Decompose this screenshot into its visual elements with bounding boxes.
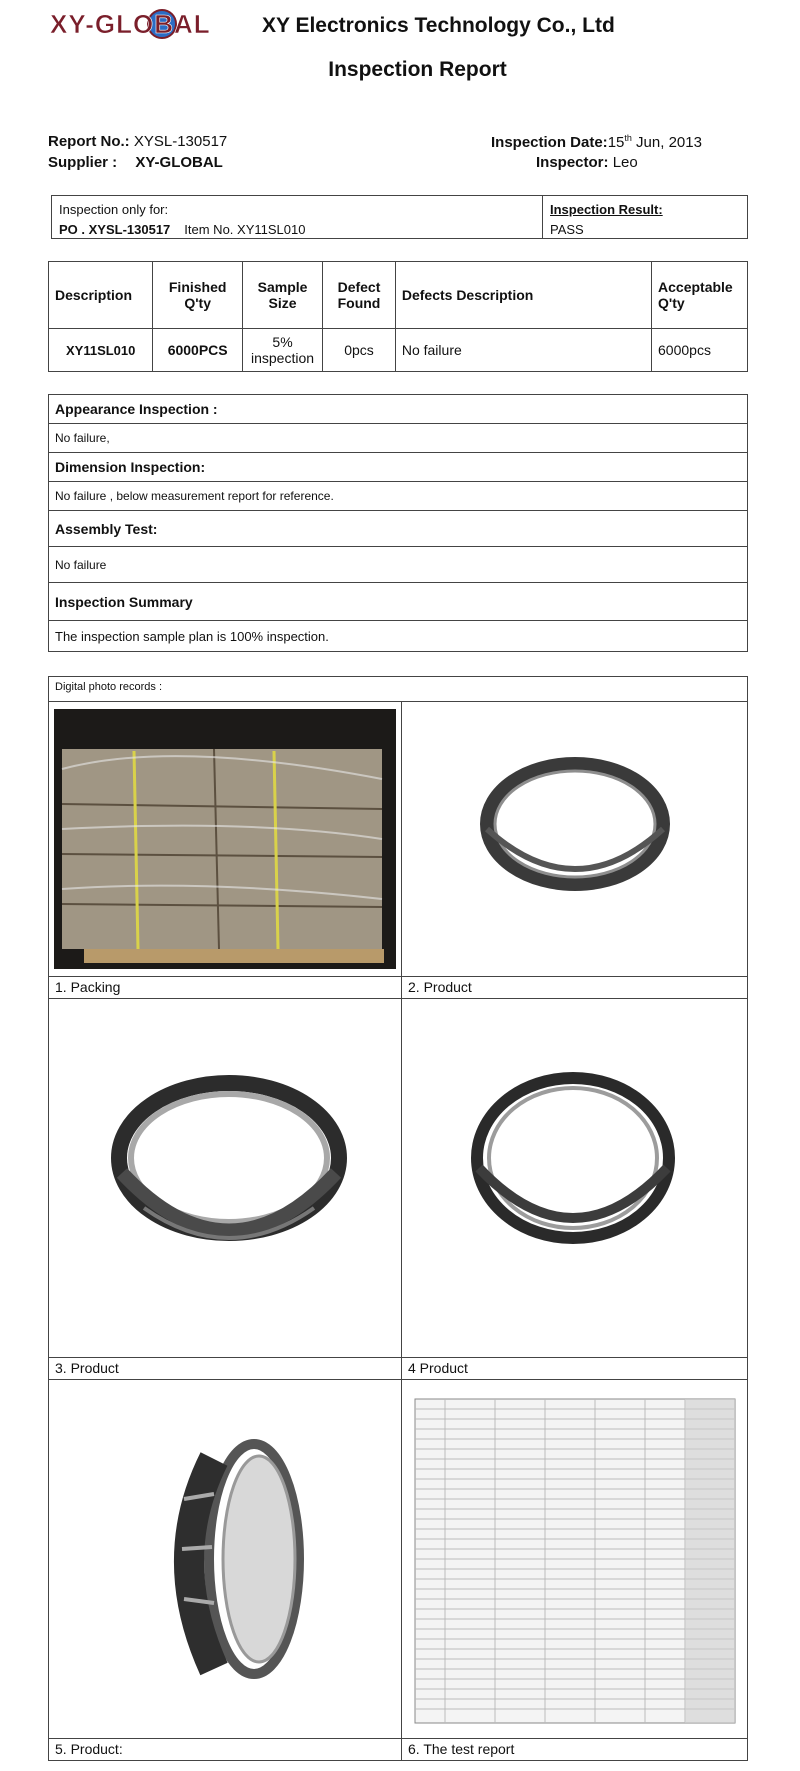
inspection-date	[491, 133, 702, 151]
table-cell: 0pcs	[323, 329, 396, 372]
table-cell: No failure	[395, 329, 651, 372]
inspector-label: Inspector:	[536, 154, 609, 171]
item-number: Item No. XY11SL010	[184, 222, 306, 237]
inspector-value: Leo	[612, 154, 638, 171]
table-row	[49, 329, 748, 372]
table-cell: 6000pcs	[652, 329, 748, 372]
company-name: XY Electronics Technology Co., Ltd	[262, 14, 615, 37]
company-logo	[50, 6, 250, 42]
report-no	[48, 133, 227, 150]
table-header-row	[49, 262, 748, 329]
table-cell: 5% inspection	[242, 329, 322, 372]
caption-product-5: 5. Product:	[49, 1738, 401, 1760]
summary-text: The inspection sample plan is 100% inspection.	[48, 620, 748, 652]
header-cell: Defect Found	[323, 262, 396, 329]
inspector	[536, 154, 638, 171]
photo-cell-product-5	[48, 1380, 402, 1761]
photo-records-title: Digital photo records :	[48, 676, 748, 702]
table-cell: 6000PCS	[153, 329, 243, 372]
date-label: Inspection Date:	[491, 134, 608, 151]
test-report-image	[402, 1380, 747, 1738]
inspection-sections	[48, 394, 748, 652]
assembly-text: No failure	[48, 546, 748, 582]
header-cell: Acceptable Q'ty	[652, 262, 748, 329]
inspection-for-label: Inspection only for:	[59, 202, 169, 217]
report-no-label: Report No.:	[48, 133, 130, 150]
photo-cell-product-3	[48, 999, 402, 1380]
supplier-label: Supplier :	[48, 154, 118, 171]
dimension-heading: Dimension Inspection:	[48, 452, 748, 481]
inspection-result-label: Inspection Result:	[550, 202, 663, 217]
appearance-heading: Appearance Inspection :	[48, 394, 748, 423]
date-sup: th	[624, 133, 632, 143]
photo-cell-product-4	[402, 999, 748, 1380]
header-cell: Finished Q'ty	[153, 262, 243, 329]
report-no-value: XYSL-130517	[133, 133, 228, 150]
photo-cell-product-2	[402, 702, 748, 999]
photo-records	[48, 676, 748, 1765]
caption-packing: 1. Packing	[49, 976, 401, 998]
caption-product-4: 4 Product	[402, 1357, 747, 1379]
header-cell: Description	[49, 262, 153, 329]
photo-cell-packing	[48, 702, 402, 999]
caption-test-report: 6. The test report	[402, 1738, 747, 1760]
report-title: Inspection Report	[328, 58, 507, 81]
supplier	[48, 154, 223, 171]
inspection-result-value: PASS	[550, 222, 584, 237]
results-table	[48, 261, 748, 372]
caption-product-2: 2. Product	[402, 976, 747, 998]
appearance-text: No failure,	[48, 423, 748, 452]
photo-cell-test-report	[402, 1380, 748, 1761]
table-cell: XY11SL010	[49, 329, 153, 372]
inspection-for-box	[51, 195, 748, 239]
summary-heading: Inspection Summary	[48, 582, 748, 620]
date-rest: Jun, 2013	[631, 134, 702, 151]
dimension-text: No failure , below measurement report for reference.	[48, 481, 748, 510]
po-number: PO . XYSL-130517	[59, 222, 171, 237]
date-day: 15	[607, 134, 625, 151]
caption-product-3: 3. Product	[49, 1357, 401, 1379]
product-photo-2	[402, 702, 747, 976]
header-cell: Sample Size	[242, 262, 322, 329]
header-cell: Defects Description	[395, 262, 651, 329]
product-photo-3	[49, 999, 401, 1357]
assembly-heading: Assembly Test:	[48, 510, 748, 546]
product-photo-5	[49, 1380, 401, 1738]
supplier-value: XY-GLOBAL	[135, 154, 223, 171]
logo-text: XY-GLOBAL	[50, 9, 211, 39]
product-photo-4	[402, 999, 747, 1357]
packing-photo	[49, 702, 401, 976]
